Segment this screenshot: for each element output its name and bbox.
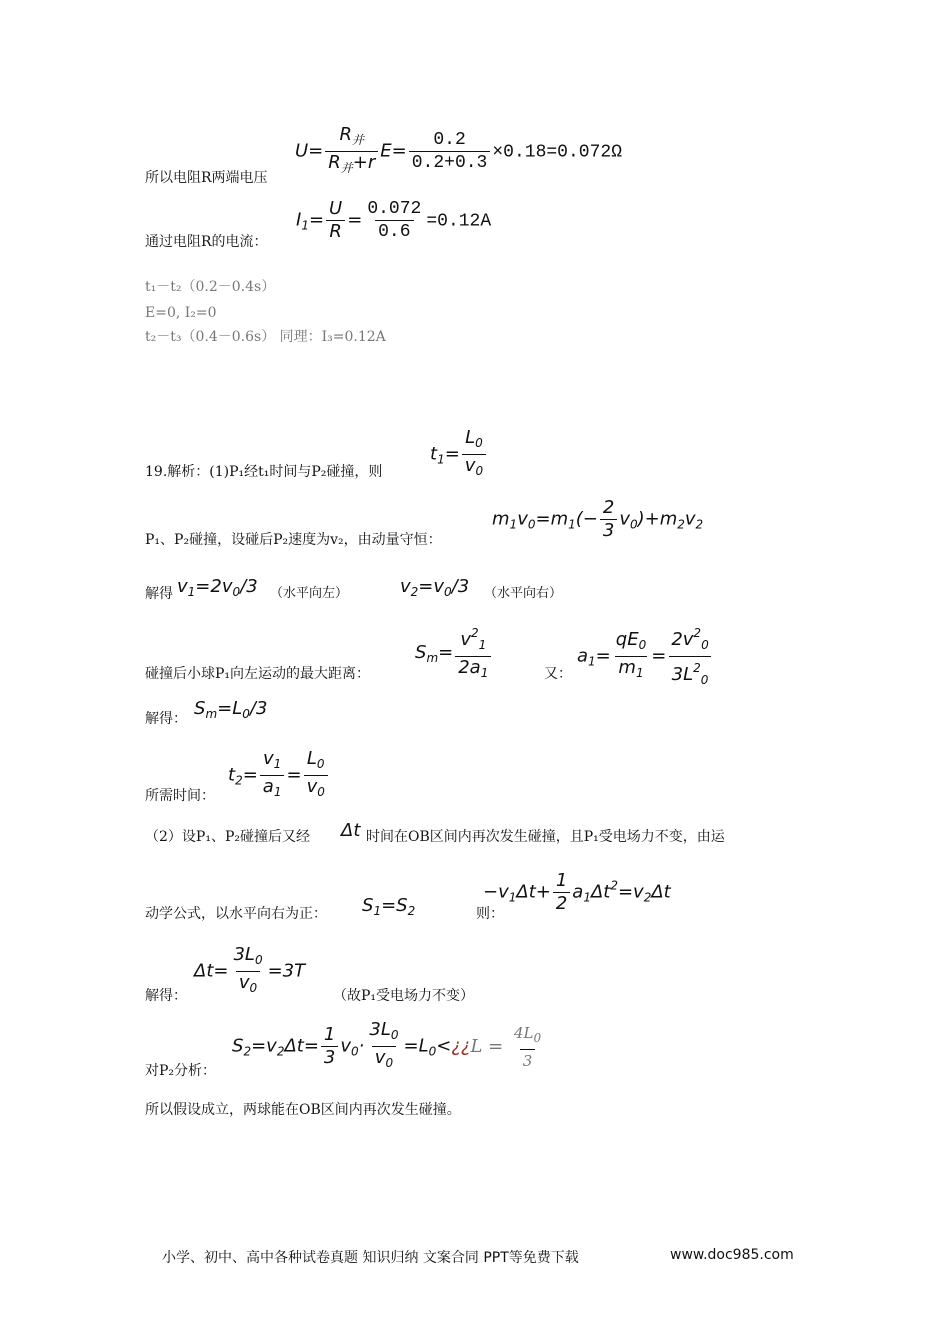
field-note: （故P₁受电场力不变）: [333, 988, 475, 1004]
voltage-label: 所以电阻R两端电压: [145, 170, 268, 186]
ratio-numerator: 0.2: [433, 130, 466, 150]
delta-t-symbol: Δt: [341, 820, 361, 841]
sm-equation: $S_m=$ $\frac{v^2_1}{2a_1}$: [415, 622, 493, 684]
v2-equation: $v_2=v_0/3$: [400, 576, 470, 599]
dir-right: （水平向右）: [484, 586, 563, 601]
kinematics-label: 动学公式，以水平向右为正：: [145, 906, 327, 922]
interval-line-2: E=0, I₂=0: [145, 305, 217, 321]
t2-equation: $t_2=$ $\frac{v_1}{a_1}$ = $\frac{L_0}{v_0}$: [228, 748, 330, 803]
footer-text: 小学、初中、高中各种试卷真题 知识归纳 文案合同 PPT等免费下载: [162, 1250, 579, 1266]
p2-analysis-label: 对P₂分析：: [145, 1063, 217, 1079]
ratio-denominator: 0.2+0.3: [409, 151, 491, 174]
time-label: 所需时间：: [145, 788, 215, 804]
momentum-equation: $m_1v_0=m_1(-$ $\frac{2}{3}$ $v_0)+m_2v_2$: [492, 497, 704, 541]
then-label: 则：: [476, 906, 504, 922]
interval-line-3: t₂－t₃（0.4－0.6s） 同理：I₃=0.12A: [145, 329, 386, 345]
q19-intro: 19.解析：(1)P₁经t₁时间与P₂碰撞，则: [145, 464, 383, 480]
current-numerator: 0.072: [367, 199, 422, 219]
s2-equation: $S_2=v_2\Delta t=$ $\frac{1}{3}$ $v_0\cdot$ $\frac{3L_0}{v_0}$ $=L_0<¿¿L$ = $\frac{4L_0}{3}$: [232, 1019, 546, 1074]
sm-result-equation: $S_m=L_0/3$: [194, 698, 268, 721]
voltage-result: ×0.18=0.072Ω: [492, 142, 622, 163]
v1-equation: $v_1=2v_0/3$: [177, 576, 258, 599]
current-result: =0.12A: [426, 211, 492, 232]
solve-label-2: 解得：: [145, 711, 187, 727]
momentum-label: P₁、P₂碰撞，设碰后P₂速度为v₂，由动量守恒：: [145, 532, 442, 548]
displacement-equation: $-v_1\Delta t+$ $\frac{1}{2}$ $a_1\Delta t^2=v_2\Delta t$: [483, 870, 671, 914]
max-distance-label: 碰撞后小球P₁向左运动的最大距离：: [145, 666, 371, 682]
interval-line-1: t₁－t₂（0.2－0.4s）: [145, 279, 276, 295]
dir-left: （水平向左）: [270, 586, 349, 601]
current-equation: $I_1=$ $\frac{U}{R}$ = $\frac{0.072}{0.6}$ =0.12A: [296, 198, 492, 242]
delta-t-equation: Δt= $\frac{3L_0}{v_0}$ =3T: [194, 944, 305, 999]
a1-equation: $a_1=$ $\frac{qE_0}{m_1}$ = $\frac{2v^2_0}{3L^2_0}$: [577, 622, 714, 691]
voltage-equation: U= $\frac{R_并}{R_并+r}$ E= $\frac{0.2}{0.2+0.3}$ ×0.18=0.072Ω: [295, 124, 622, 179]
t1-equation: $t_1=$ $\frac{L_0}{v_0}$: [430, 427, 488, 482]
also-label: 又：: [544, 666, 572, 682]
footer-url[interactable]: www.doc985.com: [670, 1247, 794, 1263]
current-denominator: 0.6: [375, 220, 413, 243]
solve-label: 解得: [145, 586, 173, 602]
part2-text-b: 时间在OB区间内再次发生碰撞，且P₁受电场力不变，由运: [366, 829, 725, 845]
solve-label-3: 解得：: [145, 988, 187, 1004]
part2-text-a: （2）设P₁、P₂碰撞后又经: [145, 829, 310, 845]
conclusion: 所以假设成立，两球能在OB区间内再次发生碰撞。: [145, 1102, 461, 1118]
s1-s2-equation: $S_1=S_2$: [362, 895, 416, 918]
current-label: 通过电阻R的电流：: [145, 234, 268, 250]
